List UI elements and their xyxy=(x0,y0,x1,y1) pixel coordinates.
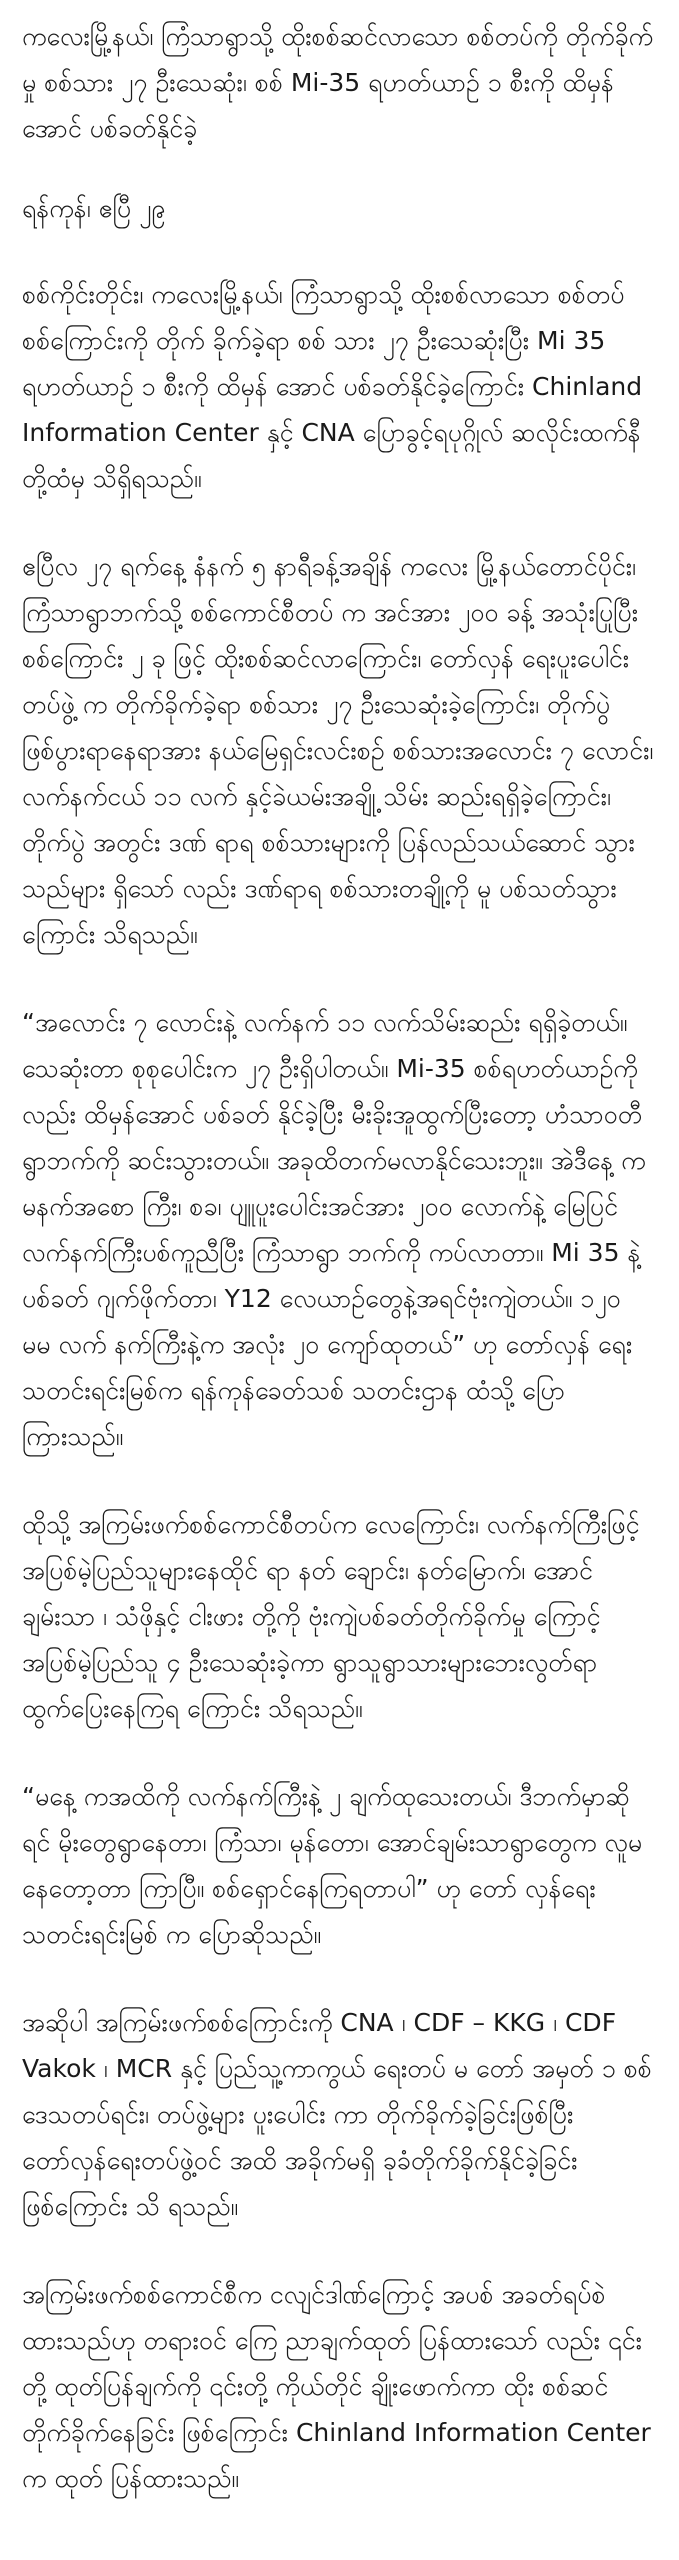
article-paragraph-4: ထိုသို့ အကြမ်းဖက်စစ်ကောင်စီတပ်က လေကြောင်း၊ လက်နက်ကြီးဖြင့် အပြစ်မဲ့ပြည်သူများနေထိုင် ရာ နတ် ချောင်း၊ နတ်မြောက်၊ အောင်ချမ်းသာ ၊ သံဖိုနှင့် ငါးဖား တို့ကို ဗုံးကျဲပစ်ခတ်တိုက်ခိုက်မှု ကြောင့် အပြစ်မဲ့ပြည်သူ ၄ ဦးသေဆုံးခဲ့ကာ ရွာသူရွာသားများဘေးလွတ်ရာ ထွက်ပြေးနေကြရ ကြောင်း သိရသည်။ xyxy=(22,1510,640,1723)
article-dateline: ရန်ကုန်၊ ဧပြီ ၂၉ xyxy=(22,194,166,223)
article-paragraph-5: “မနေ့ ကအထိကို လက်နက်ကြီးနဲ့ ၂ ချက်ထုသေးတယ်၊ ဒီဘက်မှာဆိုရင် မိုးတွေရွာနေတာ၊ ကြံသာ၊ မုန်တော၊ အောင်ချမ်းသာရွာတွေက လူမနေတော့တာ ကြာပြီ။ စစ်ရှောင်နေကြရတာပါ” ဟု တော် လှန်ရေးသတင်းရင်းမြစ် က ပြောဆိုသည်။ xyxy=(22,1782,643,1949)
article-paragraph-2: ဧပြီလ ၂၇ ရက်နေ့ နံနက် ၅ နာရီခန့်အချိန် ကလေး မြို့နယ်တောင်ပိုင်း၊ ကြံသာရွာဘက်သို့ စစ်ကောင်စီတပ် က အင်အား ၂၀၀ ခန့် အသုံးပြုပြီး စစ်ကြောင်း ၂ ခု ဖြင့် ထိုးစစ်ဆင်လာကြောင်း၊ တော်လှန် ရေးပူးပေါင်းတပ်ဖွဲ့ က တိုက်ခိုက်ခဲ့ရာ စစ်သား ၂၇ ဦးသေဆုံးခဲ့ကြောင်း၊ တိုက်ပွဲဖြစ်ပွားရာနေရာအား နယ်မြေရှင်းလင်းစဉ် စစ်သားအလောင်း ၇ လောင်း၊ လက်နက်ငယ် ၁၁ လက် နှင့်ခဲယမ်းအချို့ သိမ်း ဆည်းရရှိခဲ့ကြောင်း၊ တိုက်ပွဲ အတွင်း ဒဏ် ရာရ စစ်သားများကို ပြန်လည်သယ်ဆောင် သွားသည်များ ရှိသော် လည်း ဒဏ်ရာရ စစ်သားတချို့ကို မူ ပစ်သတ်သွားကြောင်း သိရသည်။ xyxy=(22,552,654,949)
article-paragraph-6: အဆိုပါ အကြမ်းဖက်စစ်ကြောင်းကို CNA ၊ CDF – KKG ၊ CDF Vakok ၊ MCR နှင့် ပြည်သူ့ကာကွယ် ရေးတပ် မ တော် အမှတ် ၁ စစ်ဒေသတပ်ရင်း၊ တပ်ဖွဲ့များ ပူးပေါင်း ကာ တိုက်ခိုက်ခဲ့ခြင်းဖြစ်ပြီး တော်လှန်ရေးတပ်ဖွဲ့ဝင် အထိ အခိုက်မရှိ ခုခံတိုက်ခိုက်နိုင်ခဲ့ခြင်းဖြစ်ကြောင်း သိ ရသည်။ xyxy=(22,2008,652,2221)
article-paragraph-3: “အလောင်း ၇ လောင်းနဲ့ လက်နက် ၁၁ လက်သိမ်းဆည်း ရရှိခဲ့တယ်။ သေဆုံးတာ စုစုပေါင်းက ၂၇ ဦးရှိပါတယ်။ Mi-35 စစ်ရဟတ်ယာဉ်ကိုလည်း ထိမှန်အောင် ပစ်ခတ် နိုင်ခဲ့ပြီး မီးခိုးအူထွက်ပြီးတော့ ဟံသာဝတီရွာဘက်ကို ဆင်းသွားတယ်။ အခုထိတက်မလာနိုင်သေးဘူး။ အဲဒီနေ့ က မနက်အစော ကြီး၊ စခ၊ ပျူပူးပေါင်းအင်အား ၂၀၀ လောက်နဲ့ မြေပြင် လက်နက်ကြီးပစ်ကူညီပြီး ကြံသာရွာ ဘက်ကို ကပ်လာတာ။ Mi 35 နဲ့ပစ်ခတ် ဂျက်ဖိုက်တာ၊ Y12 လေယာဉ်တွေနဲ့အရင်ဗုံးကျဲတယ်။ ၁၂၀ မမ လက် နက်ကြီးနဲ့က အလုံး ၂၀ ကျော်ထုတယ်” ဟု တော်လှန် ရေး သတင်းရင်းမြစ်က ရန်ကုန်ခေတ်သစ် သတင်းဌာန ထံသို့ ပြောကြားသည်။ xyxy=(22,1008,646,1451)
article-paragraph-7: အကြမ်းဖက်စစ်ကောင်စီက ငလျင်ဒါဏ်ကြောင့် အပစ် အခတ်ရပ်စဲထားသည်ဟု တရားဝင် ကြေ ညာချက်ထုတ် ပြန်ထားသော် လည်း ၎င်းတို့ ထုတ်ပြန်ချက်ကို ၎င်းတို့ ကိုယ်တိုင် ချိုးဖောက်ကာ ထိုး စစ်ဆင်တိုက်ခိုက်နေခြင်း ဖြစ်ကြောင်း Chinland Information Center က ထုတ် ပြန်ထားသည်။ xyxy=(22,2280,651,2493)
article-headline: ကလေးမြို့နယ်၊ ကြံသာရွာသို့ ထိုးစစ်ဆင်လာသော စစ်တပ်ကို တိုက်ခိုက်မှု စစ်သား ၂၇ ဦးသေဆုံး၊ စစ် Mi-35 ရဟတ်ယာဉ် ၁ စီးကို ထိမှန်အောင် ပစ်ခတ်နိုင်ခဲ့ xyxy=(22,22,653,143)
article-paragraph-1: စစ်ကိုင်းတိုင်း၊ ကလေးမြို့နယ်၊ ကြံသာရွာသို့ ထိုးစစ်လာသော စစ်တပ်စစ်ကြောင်းကို တိုက် ခိုက်ခဲ့ရာ စစ် သား ၂၇ ဦးသေဆုံးပြီး Mi 35 ရဟတ်ယာဉ် ၁ စီးကို ထိမှန် အောင် ပစ်ခတ်နိုင်ခဲ့ကြောင်း Chinland Information Center နှင့် CNA ပြောခွင့်ရပုဂ္ဂိုလ် ဆလိုင်းထက်နီတို့ထံမှ သိရှိရသည်။ xyxy=(22,280,643,493)
